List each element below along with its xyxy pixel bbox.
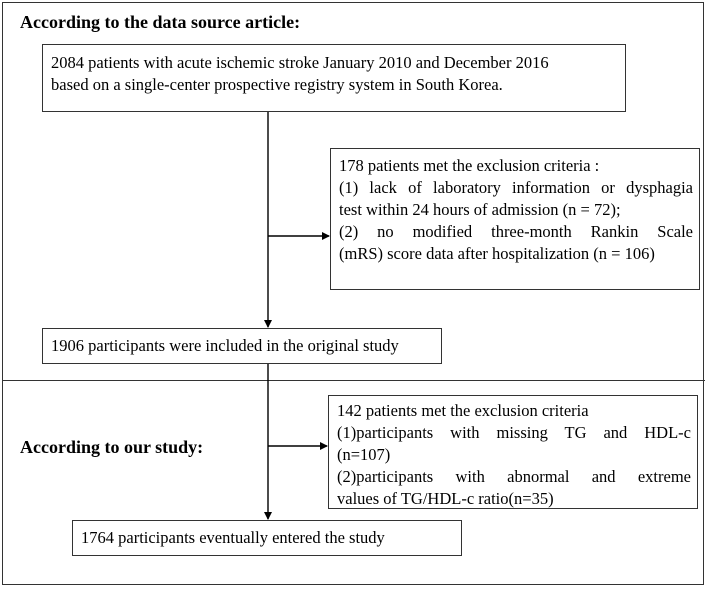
initial-box-line-1: 2084 patients with acute ischemic stroke January 2010 and December 2016 — [51, 53, 549, 72]
source-exclusion-c2-line2: (mRS) score data after hospitalization (n = 106) — [339, 244, 655, 263]
our-exclusion-title: 142 patients met the exclusion criteria — [337, 401, 589, 420]
our-exclusion-c1-line1: (1)participants with missing TG and HDL-c — [337, 423, 691, 442]
original-study-text: 1906 participants were included in the original study — [51, 336, 399, 355]
source-exclusion-c1-line1: (1) lack of laboratory information or dysphagia — [339, 178, 693, 197]
our-exclusion-c2-line2: values of TG/HDL-c ratio(n=35) — [337, 489, 554, 508]
source-exclusion-title: 178 patients met the exclusion criteria : — [339, 156, 600, 175]
source-exclusion-c1-line2: test within 24 hours of admission (n = 72); — [339, 200, 621, 219]
source-article-heading: According to the data source article: — [20, 12, 301, 32]
initial-box-line-2: based on a single-center prospective registry system in South Korea. — [51, 75, 503, 94]
our-exclusion-c1-line2: (n=107) — [337, 445, 391, 464]
source-exclusion-c2-line1: (2) no modified three-month Rankin Scale — [339, 222, 693, 241]
final-study-text: 1764 participants eventually entered the study — [81, 528, 385, 547]
our-study-heading: According to our study: — [20, 437, 204, 457]
our-exclusion-c2-line1: (2)participants with abnormal and extreme — [337, 467, 691, 486]
